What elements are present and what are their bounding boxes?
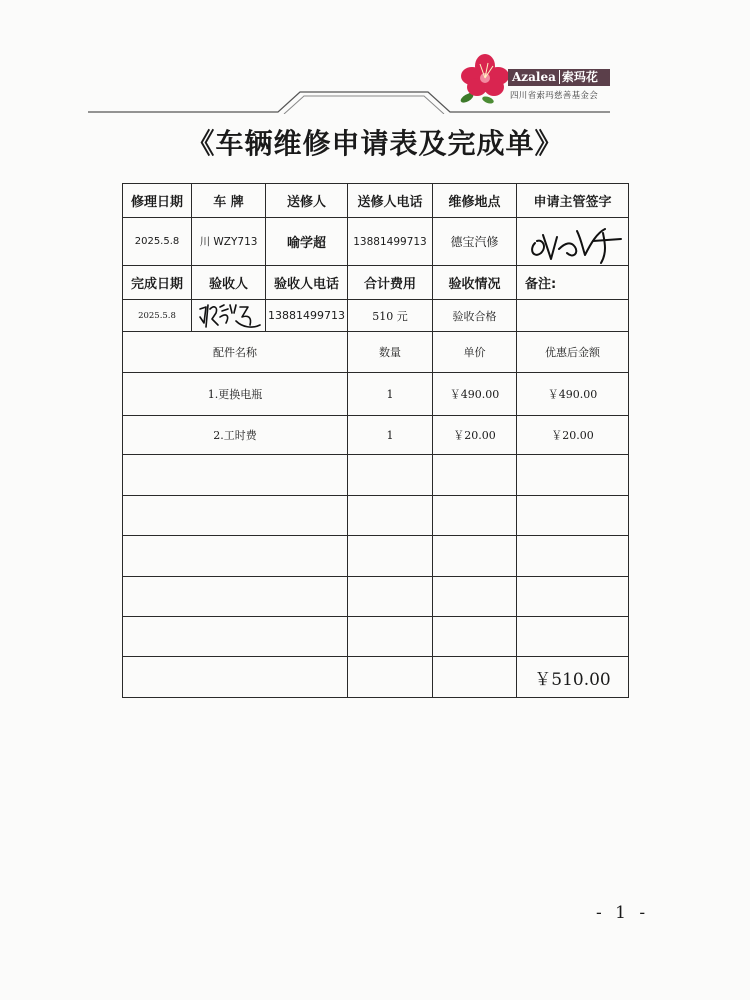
part-quantity: 1 — [348, 373, 433, 416]
inspector-signature — [196, 301, 262, 331]
parts-header-row — [123, 332, 629, 373]
supervisor-signature — [521, 219, 625, 265]
header-sender: 送修人 — [266, 184, 348, 218]
header-part-name: 配件名称 — [123, 332, 348, 373]
empty-row — [123, 536, 629, 577]
empty-row — [123, 617, 629, 657]
empty-row — [123, 577, 629, 617]
supervisor-signature-cell — [517, 218, 629, 266]
part-unit-price: ￥490.00 — [433, 373, 517, 416]
sender-phone: 13881499713 — [348, 218, 433, 266]
logo-name-en: Azalea — [512, 70, 556, 84]
header-inspection-result: 验收情况 — [433, 266, 517, 300]
remark-value — [517, 300, 629, 332]
part-name: 2.工时费 — [123, 416, 348, 455]
grand-total: ￥510.00 — [517, 657, 629, 698]
plate-number: 川 WZY713 — [192, 218, 266, 266]
header-quantity: 数量 — [348, 332, 433, 373]
part-discounted-amount: ￥490.00 — [517, 373, 629, 416]
part-unit-price: ￥20.00 — [433, 416, 517, 455]
inspection-result: 验收合格 — [433, 300, 517, 332]
empty-row — [123, 455, 629, 496]
page-number: - 1 - — [596, 903, 650, 923]
part-row — [123, 373, 629, 416]
header-discounted-amount: 优惠后金额 — [517, 332, 629, 373]
completion-value-row — [123, 300, 629, 332]
header-remark: 备注: — [517, 266, 629, 300]
inspector-signature-cell — [192, 300, 266, 332]
header-location: 维修地点 — [433, 184, 517, 218]
logo-name-band — [508, 69, 610, 86]
header-completion-date: 完成日期 — [123, 266, 192, 300]
part-name: 1.更换电瓶 — [123, 373, 348, 416]
sender-name: 喻学超 — [266, 218, 348, 266]
header-decoration-line — [88, 88, 610, 114]
logo-name-cn: 索玛花 — [559, 70, 598, 84]
header-total-fee: 合计费用 — [348, 266, 433, 300]
total-row — [123, 657, 629, 698]
repair-location: 德宝汽修 — [433, 218, 517, 266]
part-discounted-amount: ￥20.00 — [517, 416, 629, 455]
repair-value-row — [123, 218, 629, 266]
header-supervisor-sign: 申请主管签字 — [517, 184, 629, 218]
page-title: 《车辆维修申请表及完成单》 — [186, 127, 564, 160]
part-quantity: 1 — [348, 416, 433, 455]
header-sender-phone: 送修人电话 — [348, 184, 433, 218]
inspector-phone: 13881499713 — [266, 300, 348, 332]
completion-header-row — [123, 266, 629, 300]
logo-org-name: 四川省索玛慈善基金会 — [510, 91, 599, 101]
header-inspector-phone: 验收人电话 — [266, 266, 348, 300]
completion-date: 2025.5.8 — [123, 300, 192, 332]
header-unit-price: 单价 — [433, 332, 517, 373]
repair-header-row — [123, 184, 629, 218]
repair-form-table — [122, 183, 629, 698]
empty-row — [123, 496, 629, 536]
part-row — [123, 416, 629, 455]
header-inspector: 验收人 — [192, 266, 266, 300]
repair-date: 2025.5.8 — [123, 218, 192, 266]
header-plate: 车 牌 — [192, 184, 266, 218]
header-repair-date: 修理日期 — [123, 184, 192, 218]
total-fee: 510 元 — [348, 300, 433, 332]
